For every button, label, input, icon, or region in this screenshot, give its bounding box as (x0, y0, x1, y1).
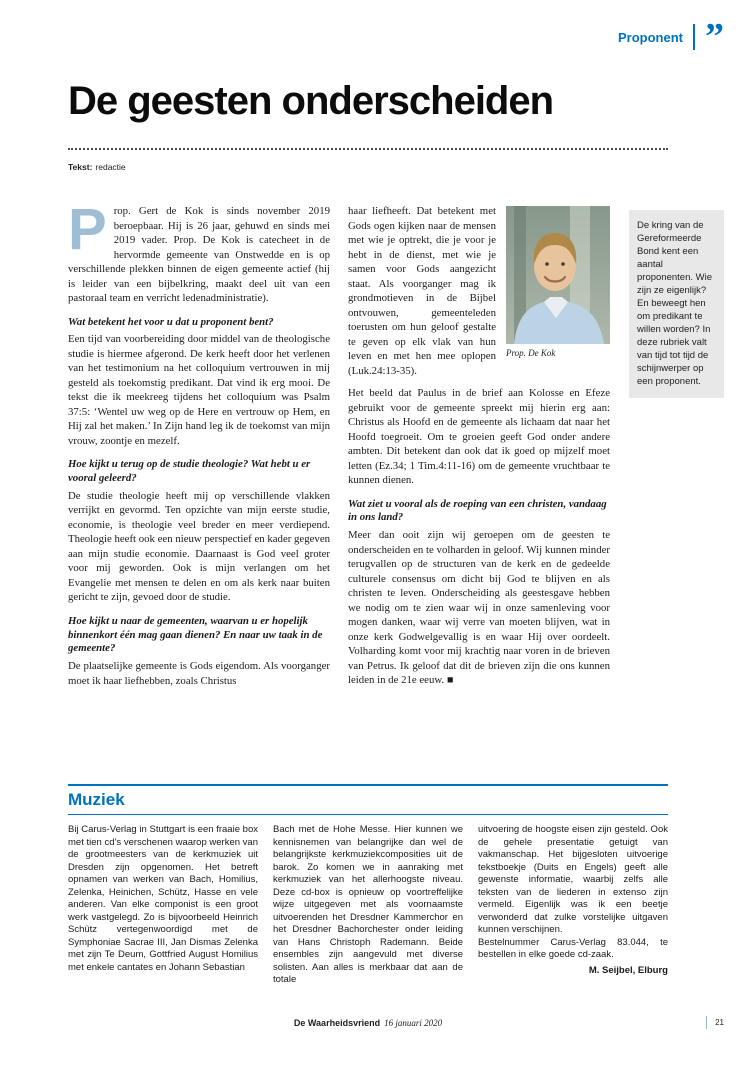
magazine-name: De Waarheidsvriend (293, 1018, 381, 1028)
question-4: Wat ziet u vooral als de roeping van een christen, vandaag in ons land? (348, 497, 607, 524)
intro-paragraph (68, 197, 330, 306)
quote-icon: ” (705, 16, 724, 58)
answer-3: De plaatselijke gemeente is Gods eigendom. Als voorganger moet ik haar liefhebben, zoals Christus (68, 660, 330, 687)
byline-value: redactie (95, 162, 126, 172)
portrait-photo (506, 206, 610, 344)
intro-text: rop. Gert de Kok is sinds november 2019 beroepbaar. Hij is 26 jaar, gehuwd en sinds mei 2019 vader. Prop. De Kok is catecheet in de hervormde gemeente van Onstwedde en is op verschillende plekken binnen de eigen gemeente actief (hij is leider van een bijbelkring, maakt deel uit van een pastoraal team en verricht ledenadministratie). (68, 205, 330, 304)
muziek-column-2 (273, 824, 463, 987)
muziek-column-1 (68, 824, 258, 987)
question-2: Hoe kijkt u terug op de studie theologie? Wat hebt u er vooral geleerd? (68, 458, 311, 485)
muziek-columns (68, 824, 668, 987)
page-number: 21 (715, 1018, 724, 1027)
photo-caption: Prop. De Kok (506, 348, 556, 358)
footer-page-block (706, 1016, 724, 1029)
answer-1: Een tijd van voorbereiding door middel van de theologische studie is hiermee afgerond. De kerk heeft door het verlenen van het testimonium na het colloquium vertrouwen in mij gesteld als toekomstig predikant. Dat vind ik erg mooi. De tekst die ik meekreeg tijdens het colloquium was Psalm 37:5: ‘Wentel uw weg op de Here en vertrouw op Hem, en Hij zal het maken.’ In Zijn hand leg ik de toekomst van mijn vrouw, zoontje en mezelf. (68, 333, 330, 447)
portrait-photo-graphic (506, 206, 610, 344)
question-3: Hoe kijkt u naar de gemeenten, waarvan u er hopelijk binnenkort één mag gaan dienen? En naar uw taak in de gemeente? (68, 614, 323, 655)
rubric-info-text: De kring van de Gereformeerde Bond kent een aantal proponenten. Wie zijn ze eigenlijk? En beweegt hen om predikant te willen worden? In deze rubriek valt van tijd tot tijd de schijnwerper op een proponent. (637, 220, 712, 387)
issue-date: 16 januari 2020 (384, 1018, 443, 1028)
muziek-top-rule (68, 784, 668, 786)
article-column-1 (68, 197, 331, 696)
page-title: De geesten onderscheiden (68, 79, 554, 123)
muziek-text-3: uitvoering de hoogste eisen zijn gesteld. Ook de gehele presentatie getuigt van vakmanschap. Het bijgesloten uitvoerige tekstboekje (Duits en Engels) geeft alle gewenste informatie, waarbij zelfs alle teksten van de liederen in extenso zijn vermeld. Eigenlijk was ik een beetje verwonderd dat zulke vorstelijke uitgaven kunnen verschijnen. (478, 824, 668, 935)
muziek-section (68, 784, 668, 987)
muziek-bottom-rule (68, 814, 668, 815)
photo-block (506, 206, 610, 359)
question-1: Wat betekent het voor u dat u proponent bent? (68, 315, 274, 328)
answer-3-continued: haar liefheeft. Dat betekent met Gods ogen kijken naar de mensen met wie je optrekt, die je voor je hebt in de dienst, met wie je samen voor Gods aangezicht staat. Als voorganger mag ik grondmotieven in de Bijbel ontvouwen, gemeenteleden toerusten om hun geloof gestalte te geven op elk vlak van hun leven en met hen mee oplopen (Luk.24:13-35). (348, 205, 496, 377)
muziek-signature: M. Seijbel, Elburg (588, 964, 668, 976)
footer-center (68, 1018, 668, 1028)
rubric-info-box (629, 210, 724, 398)
page-number-rule (706, 1016, 707, 1029)
answer-4: Meer dan ooit zijn wij geroepen om de geesten te onderscheiden en te volharden in geloof. Wij kunnen minder terugvallen op de structuren van de kerk en de gedeelde culturele consensus om dicht bij God te blijven en als christen te leven. Onderscheiding als geestesgave hebben we nodig om te zien waar wij in onze samenleving voor mogen danken, waar wij verre van moeten blijven, wat in onze kerk Godwelgevallig is en waar Hij over oordeelt. Volharding komt voor mij krachtig naar voren in de brieven van Petrus. Ik geloof dat dit de brieven zijn die ons kunnen leiden in de 21e eeuw. ■ (348, 529, 610, 687)
muziek-heading: Muziek (68, 790, 125, 809)
byline-label: Tekst: (68, 162, 93, 172)
rubric-header (618, 16, 724, 58)
muziek-text-1: Bij Carus-Verlag in Stuttgart is een fraaie box met tien cd’s verschenen waarop werken van de grootmeesters van de kerkmuziek uit Dresden zijn opgenomen. Het betreft opnamen van werken van Bach, Homilius, Zelenka, Heinichen, Schütz, Hasse en vele anderen. Van elke componist is een groot werk vastgelegd. Zo is bijvoorbeeld Heinrich Schütz vertegenwoordigd met de Symphoniae Sacrae III, Jan Dismas Zelenka met zijn Te Deum, Gottfried August Homilius met enkele cantates en Johann Sebastian (68, 824, 258, 973)
muziek-text-2: Bach met de Hohe Messe. Hier kunnen we kennisnemen van belangrijke dan wel de belangrijkste kerkmuziekcomposities uit de barok. Zo komen we in aanraking met kerkmuziek van het allerhoogste niveau. Deze cd-box is opnieuw op voortreffelijke wijze uitgegeven met als voornaamste uitvoerenden het Dresdner Kammerchor en het Dresdner Bachorchester onder leiding van Hans Christoph Rademann. Beide ensembles zijn aangevuld met diverse solisten. Aan alles is merkbaar dat aan de totale (273, 824, 463, 985)
rubric-divider (693, 24, 695, 50)
page-footer (0, 1018, 738, 1038)
answer-3-paragraph-2: Het beeld dat Paulus in de brief aan Kolosse en Efeze gebruikt voor de gemeente spreekt mij hierin erg aan: Christus als Hoofd en de gemeente als lichaam dat naar het Hoofd toegroeit. Om te groeien geeft God onder andere ambten. Dit betekent dan ook dat ik goed op mijzelf moet letten (Ez.34; 1 Tim.4:11-16) om de gemeente vruchtbaar te kunnen dienen. (348, 387, 610, 486)
muziek-order-info: Bestelnummer Carus-Verlag 83.044, te bestellen in elke goede cd-zaak. (478, 936, 668, 960)
muziek-column-3 (478, 824, 668, 987)
dropcap-letter: P (68, 197, 107, 262)
rubric-label: Proponent (618, 29, 683, 45)
answer-2: De studie theologie heeft mij op verschillende vlakken verrijkt en gevormd. Ten opzichte van mijn eerste studie, economie, is theologie veel breder en meer verdiepend. Theologie heeft ook een nieuw perspectief en kader gegeven aan mijn studie economie. Daarnaast is God veel groter voor mij geworden. Ook is mijn verlangen om het Evangelie met mensen te delen en om als kerk naar buiten gericht te zijn, gevoed door de studie. (68, 489, 331, 604)
byline (68, 162, 126, 172)
interview-article (68, 197, 610, 696)
dotted-divider (68, 148, 668, 150)
article-column-2 (348, 204, 610, 696)
